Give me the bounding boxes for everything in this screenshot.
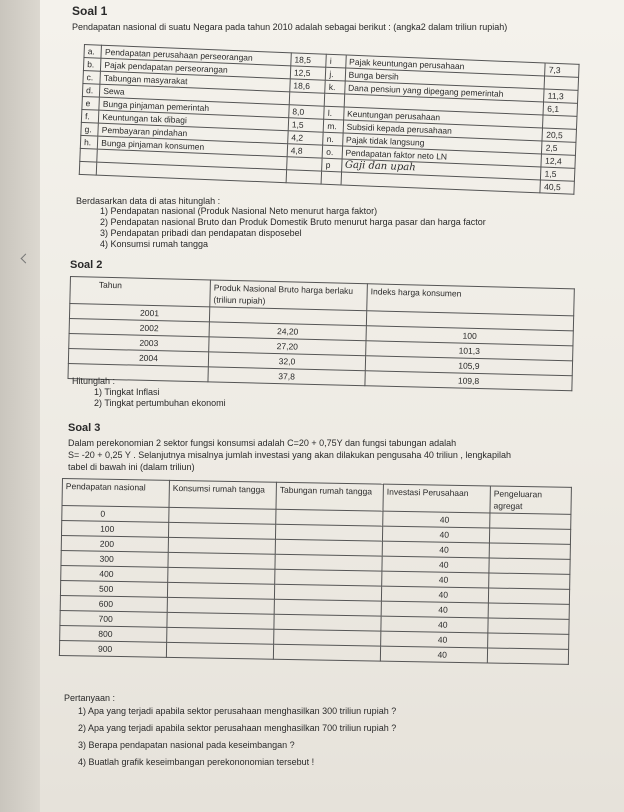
soal1-left-label: h. (80, 135, 98, 149)
soal1-right-label (321, 171, 341, 185)
soal1-right-value: 40,5 (540, 180, 574, 194)
soal2-header-year: Tahun (70, 277, 211, 307)
soal1-left-label: f. (81, 109, 99, 123)
soal1-right-value: 1,5 (541, 167, 575, 181)
soal1-left-item: Pajak pendapatan perseorangan (101, 58, 291, 79)
soal2-year: 2001 (69, 304, 209, 322)
soal2-year: 2002 (69, 318, 209, 336)
soal2-q1: 1) Tingkat Inflasi (94, 387, 160, 397)
soal1-left-item: Bunga pinjaman pemerintah (99, 97, 289, 118)
soal2-ihk: 101,3 (366, 341, 573, 361)
soal1-left-item: Pendapatan perusahaan perseorangan (101, 45, 291, 66)
soal1-left-label (80, 148, 98, 162)
soal3-aggregate (489, 543, 570, 559)
soal3-income: 100 (61, 521, 168, 538)
soal2-title: Soal 2 (70, 259, 103, 271)
soal3-aggregate (489, 573, 570, 589)
soal3-investment: 40 (382, 556, 489, 573)
soal3-title: Soal 3 (68, 422, 101, 434)
soal1-left-label: b. (83, 58, 101, 72)
soal3-income: 0 (62, 506, 169, 523)
soal3-investment: 40 (381, 601, 488, 618)
soal2-ihk: 100 (366, 326, 573, 346)
soal1-right-value: 2,5 (542, 141, 576, 155)
soal3-q4: 4) Buatlah grafik keseimbangan perekononomian tersebut ! (78, 757, 315, 767)
soal3-investment: 40 (381, 616, 488, 633)
soal2-q2: 2) Tingkat pertumbuhan ekonomi (94, 398, 226, 408)
soal2-table (67, 276, 574, 391)
soal1-right-label: j. (326, 67, 346, 81)
soal1-left-item: Keuntungan tak dibagi (99, 110, 289, 131)
soal1-right-value: 6,1 (544, 102, 578, 116)
soal1-q3: 3) Pendapatan pribadi dan pendapatan disposebel (100, 228, 302, 238)
soal1-right-label: m. (324, 119, 344, 133)
soal1-left-value: 1,5 (288, 118, 324, 132)
soal1-left-value: 18,6 (290, 79, 326, 93)
soal3-table (59, 478, 572, 665)
soal3-income: 500 (60, 580, 167, 597)
soal3-aggregate (487, 648, 568, 664)
soal2-prompt: Hitunglah : (72, 376, 116, 386)
soal3-investment: 40 (382, 541, 489, 558)
soal1-left-value: 4,8 (287, 144, 323, 158)
soal2-ihk: 109,8 (365, 371, 572, 391)
soal3-header-consumption: Konsumsi rumah tangga (169, 480, 276, 509)
soal2-year: 2003 (69, 333, 209, 351)
soal3-income: 200 (61, 535, 168, 552)
soal3-header-aggregate: Pengeluaran agregat (490, 486, 571, 514)
soal2-pnb: 27,20 (209, 337, 366, 356)
soal1-right-item: Dana pensiun yang dipegang pemerintah (344, 81, 544, 102)
soal2-year: 2004 (68, 348, 208, 366)
soal1-right-item: Keuntungan perusahaan (343, 107, 543, 128)
soal1-right-item: Bunga bersih (345, 68, 545, 89)
soal3-aggregate (488, 588, 569, 604)
soal3-header-savings: Tabungan rumah tangga (276, 482, 383, 511)
soal3-aggregate (488, 603, 569, 619)
soal3-income: 900 (59, 640, 166, 657)
soal2-header-ihk: Indeks harga konsumen (367, 284, 575, 316)
soal3-income: 400 (61, 565, 168, 582)
soal1-right-label (325, 93, 345, 107)
soal1-right-item: Gaji dan upah (341, 159, 541, 180)
soal1-left-item: Bunga pinjaman konsumen (98, 136, 288, 157)
soal3-income: 700 (60, 610, 167, 627)
soal2-pnb: 24,20 (209, 322, 366, 341)
soal1-right-label: o. (323, 145, 343, 159)
soal3-investment: 40 (381, 586, 488, 603)
soal1-left-item: Sewa (100, 84, 290, 105)
soal3-para3: tabel di bawah ini (dalam triliun) (68, 462, 195, 472)
soal1-left-item: Tabungan masyarakat (100, 71, 290, 92)
soal3-para2: S= -20 + 0,25 Y . Selanjutnya misalnya jumlah investasi yang akan dilakukan pengusaha 40 triliun , lengkapilah (68, 450, 511, 460)
soal1-right-item: Pajak keuntungan perusahaan (345, 55, 545, 76)
soal1-left-value: 12,5 (290, 66, 326, 80)
soal3-header-investment: Investasi Perusahaan (383, 484, 490, 513)
soal1-right-value (545, 76, 579, 90)
soal3-aggregate (490, 513, 571, 529)
soal3-q3: 3) Berapa pendapatan nasional pada keseimbangan ? (78, 740, 295, 750)
soal2-header-pnb: Produk Nasional Bruto harga berlaku (triliun rupiah) (210, 280, 368, 311)
soal3-aggregate (488, 633, 569, 649)
soal1-right-item: Pajak tidak langsung (342, 133, 542, 154)
soal1-left-label (79, 161, 97, 175)
soal3-investment: 40 (380, 646, 487, 663)
soal3-aggregate (489, 528, 570, 544)
soal3-investment: 40 (381, 631, 488, 648)
soal1-right-value: 20,5 (542, 128, 576, 142)
soal1-left-label: e (82, 96, 100, 110)
soal1-left-item: Pembayaran pindahan (98, 123, 288, 144)
soal1-left-value (286, 170, 322, 184)
soal1-right-value: 12,4 (541, 154, 575, 168)
soal1-left-label: d. (82, 83, 100, 97)
soal3-aggregate (488, 618, 569, 634)
soal1-left-label: c. (83, 70, 101, 84)
soal1-right-label: i (326, 54, 346, 68)
soal1-right-label: n. (323, 132, 343, 146)
soal1-right-value (543, 115, 577, 129)
soal1-prompt: Berdasarkan data di atas hitunglah : (76, 196, 221, 206)
soal3-consumption (166, 642, 273, 659)
soal3-q2: 2) Apa yang terjadi apabila sektor perusahaan menghasilkan 700 triliun rupiah ? (78, 723, 397, 733)
soal1-left-value: 18,5 (291, 53, 327, 67)
soal1-q1: 1) Pendapatan nasional (Produk Nasional Neto menurut harga faktor) (100, 206, 378, 216)
soal3-q1: 1) Apa yang terjadi apabila sektor perusahaan menghasilkan 300 triliun rupiah ? (78, 706, 397, 716)
soal1-right-value: 7,3 (545, 63, 579, 77)
soal2-ihk: 105,9 (365, 356, 572, 376)
soal1-table (79, 44, 580, 195)
soal3-header-income: Pendapatan nasional (62, 479, 169, 508)
soal1-q4: 4) Konsumsi rumah tangga (100, 239, 209, 249)
soal3-investment: 40 (382, 571, 489, 588)
soal3-investment: 40 (383, 511, 490, 528)
soal1-q2: 2) Pendapatan nasional Bruto dan Produk Domestik Bruto menurut harga pasar dan harga factor (100, 217, 486, 227)
soal1-right-item: Pendapatan faktor neto LN (342, 146, 542, 167)
soal1-left-label: a. (84, 45, 102, 59)
soal3-income: 300 (61, 550, 168, 567)
soal3-savings (273, 644, 380, 661)
soal3-aggregate (489, 558, 570, 574)
soal3-para1: Dalam perekonomian 2 sektor fungsi konsumsi adalah C=20 + 0,75Y dan fungsi tabungan adalah (68, 438, 457, 448)
soal3-prompt: Pertanyaan : (64, 693, 116, 703)
soal1-left-label: g. (81, 122, 99, 136)
page-shadow (0, 0, 40, 812)
soal2-pnb: 37,8 (208, 367, 365, 386)
soal1-right-label: k. (325, 80, 345, 94)
soal1-right-label: l. (324, 106, 344, 120)
soal3-investment: 40 (382, 526, 489, 543)
soal1-title: Soal 1 (72, 4, 108, 18)
soal3-income: 800 (60, 625, 167, 642)
soal3-income: 600 (60, 595, 167, 612)
soal1-left-value: 8,0 (289, 105, 325, 119)
soal2-pnb: 32,0 (208, 352, 365, 371)
soal1-right-label: p (322, 158, 342, 172)
soal1-intro: Pendapatan nasional di suatu Negara pada tahun 2010 adalah sebagai berikut : (angka2 dalam triliun rupiah) (72, 22, 508, 32)
soal1-right-item: Subsidi kepada perusahaan (343, 120, 543, 141)
soal1-left-value: 4,2 (288, 131, 324, 145)
soal1-right-value: 11,3 (544, 89, 578, 103)
